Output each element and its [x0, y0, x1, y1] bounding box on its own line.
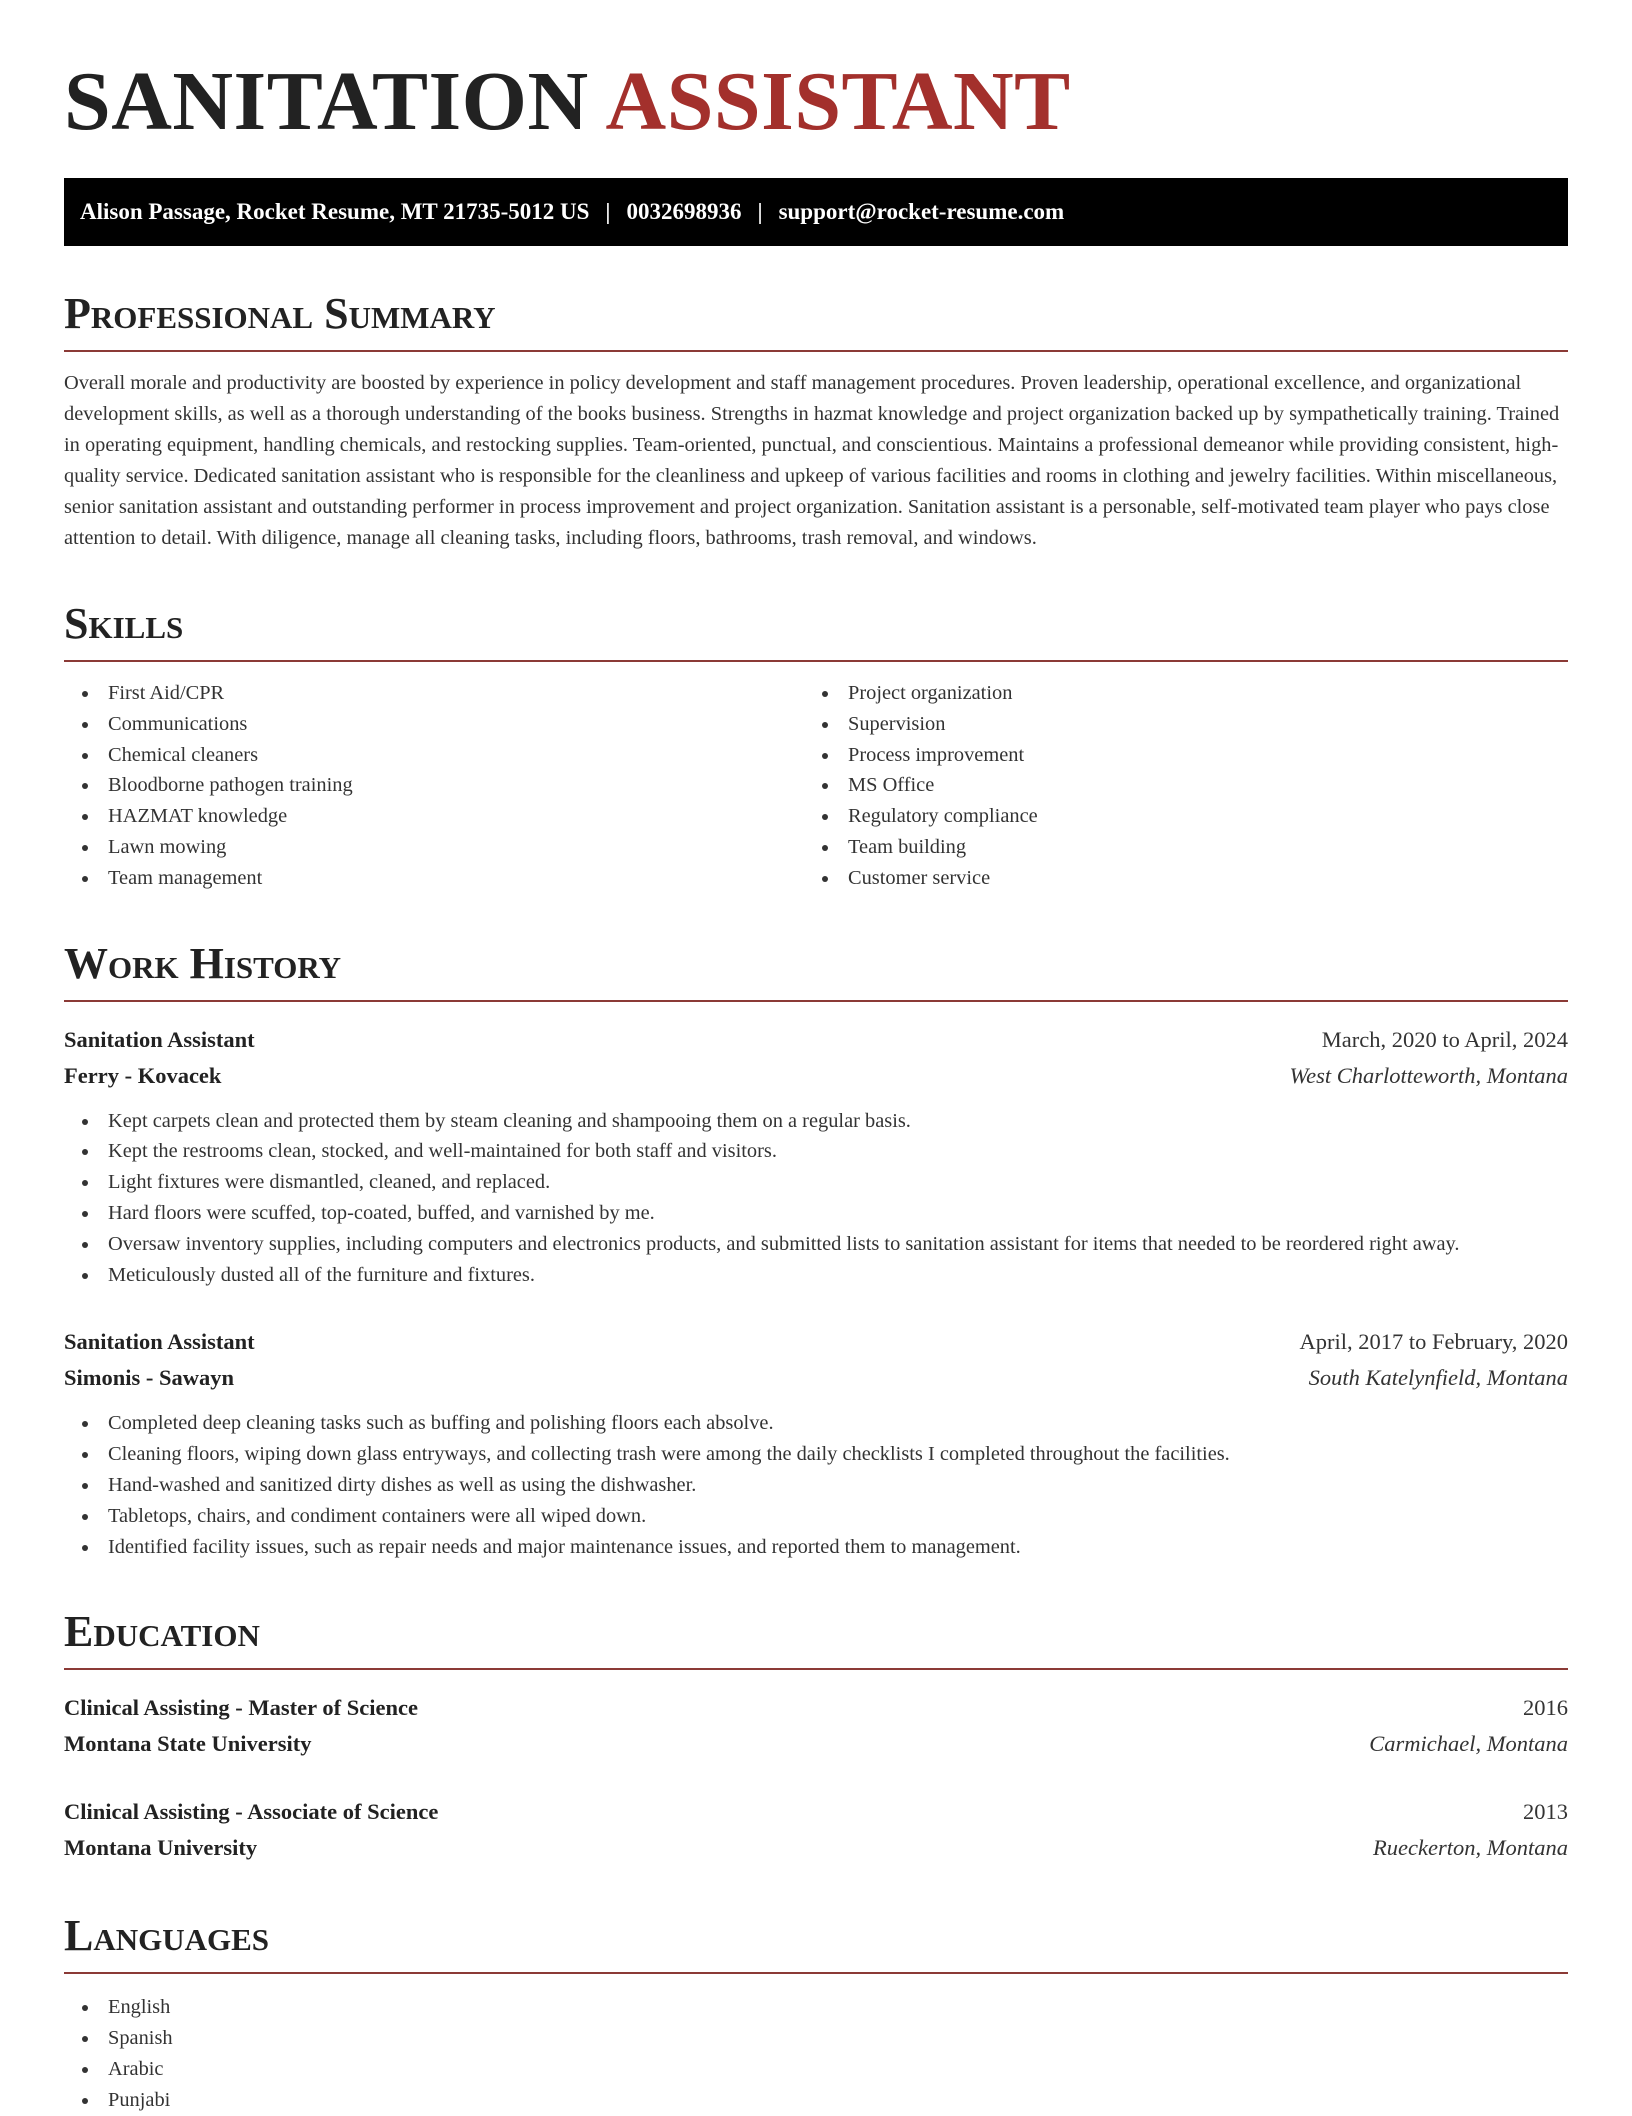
education-location: Rueckerton, Montana: [1373, 1835, 1568, 1861]
job-location: South Katelynfield, Montana: [1308, 1365, 1568, 1391]
title-first-word: SANITATION: [64, 55, 589, 148]
job-title: Sanitation Assistant: [64, 1026, 255, 1052]
skills-column-right: [804, 678, 1544, 894]
job-bullet: Oversaw inventory supplies, including computers and electronics products, and submitted lists to sanitation assistant for items that needed to be reordered right away.: [64, 1229, 1568, 1260]
job-bullet: Meticulously dusted all of the furniture and fixtures.: [64, 1260, 1568, 1291]
job-bullet: Light fixtures were dismantled, cleaned, and replaced.: [64, 1167, 1568, 1198]
education-school: Montana State University: [64, 1731, 312, 1757]
education-entry: [64, 1690, 1568, 1762]
job-header-row: [64, 1324, 1568, 1360]
job-bullet: Hard floors were scuffed, top-coated, buffed, and varnished by me.: [64, 1198, 1568, 1229]
education-list: [64, 1690, 1568, 1866]
skill-item: Project organization: [804, 678, 1544, 709]
job-entry: [64, 1324, 1568, 1562]
resume-title: [64, 52, 1568, 152]
skill-item: Bloodborne pathogen training: [64, 770, 804, 801]
skill-item: MS Office: [804, 770, 1544, 801]
skill-item: Communications: [64, 709, 804, 740]
education-degree: Clinical Assisting - Associate of Science: [64, 1799, 439, 1825]
skill-item: Team management: [64, 863, 804, 894]
contact-separator: |: [757, 199, 763, 224]
job-bullet: Kept carpets clean and protected them by steam cleaning and shampooing them on a regular basis.: [64, 1106, 1568, 1137]
language-item: Punjabi: [64, 2085, 1568, 2116]
education-degree: Clinical Assisting - Master of Science: [64, 1695, 418, 1721]
job-bullet: Tabletops, chairs, and condiment containers were all wiped down.: [64, 1501, 1568, 1532]
language-item: Spanish: [64, 2023, 1568, 2054]
skill-item: Lawn mowing: [64, 832, 804, 863]
summary-heading: Professional Summary: [64, 290, 1568, 352]
contact-separator: |: [605, 199, 611, 224]
job-company-row: [64, 1058, 1568, 1094]
skill-item: Supervision: [804, 709, 1544, 740]
education-year: 2013: [1523, 1799, 1568, 1825]
education-location: Carmichael, Montana: [1369, 1731, 1568, 1757]
job-bullet: Cleaning floors, wiping down glass entryways, and collecting trash were among the daily checklists I completed throughout the facilities.: [64, 1439, 1568, 1470]
job-bullet: Kept the restrooms clean, stocked, and well-maintained for both staff and visitors.: [64, 1136, 1568, 1167]
job-bullets: [64, 1106, 1568, 1291]
skill-item: HAZMAT knowledge: [64, 801, 804, 832]
education-school-row: [64, 1830, 1568, 1866]
skills-heading: Skills: [64, 600, 1568, 662]
skill-item: Regulatory compliance: [804, 801, 1544, 832]
job-dates: March, 2020 to April, 2024: [1321, 1026, 1568, 1052]
education-school-row: [64, 1726, 1568, 1762]
work-history-heading: Work History: [64, 940, 1568, 1002]
job-entry: [64, 1022, 1568, 1291]
summary-text: Overall morale and productivity are boosted by experience in policy development and staff management procedures. Proven leadership, operational excellence, and organizational development skills, as well as a thorough understanding of the books business. Strengths in hazmat knowledge and project organization backed up by sympathetically training. Trained in operating equipment, handling chemicals, and restocking supplies. Team-oriented, punctual, and conscientious. Maintains a professional demeanor while providing consistent, high-quality service. Dedicated sanitation assistant who is responsible for the cleanliness and upkeep of various facilities and rooms in clothing and jewelry facilities. Within miscellaneous, senior sanitation assistant and outstanding performer in process improvement and project organization. Sanitation assistant is a personable, self-motivated team player who pays close attention to detail. With diligence, manage all cleaning tasks, including floors, bathrooms, trash removal, and windows.: [64, 372, 1560, 549]
skills-list: [64, 678, 1568, 894]
skill-item: Process improvement: [804, 740, 1544, 771]
contact-phone: 0032698936: [626, 199, 742, 224]
languages-list: [64, 1992, 1568, 2115]
education-degree-row: [64, 1794, 1568, 1830]
job-bullet: Completed deep cleaning tasks such as buffing and polishing floors each absolve.: [64, 1408, 1568, 1439]
job-company: Ferry - Kovacek: [64, 1062, 222, 1088]
education-degree-row: [64, 1690, 1568, 1726]
languages-heading: Languages: [64, 1912, 1568, 1974]
education-heading: Education: [64, 1608, 1568, 1670]
contact-email: support@rocket-resume.com: [778, 199, 1065, 224]
job-bullet: Hand-washed and sanitized dirty dishes as well as using the dishwasher.: [64, 1470, 1568, 1501]
language-item: Arabic: [64, 2054, 1568, 2085]
contact-address: Alison Passage, Rocket Resume, MT 21735-5012 US: [80, 199, 590, 224]
education-year: 2016: [1523, 1695, 1568, 1721]
job-bullets: [64, 1408, 1568, 1562]
skill-item: Customer service: [804, 863, 1544, 894]
skills-column-left: [64, 678, 804, 894]
contact-bar: [64, 178, 1568, 246]
skill-item: Chemical cleaners: [64, 740, 804, 771]
education-school: Montana University: [64, 1835, 258, 1861]
job-company: Simonis - Sawayn: [64, 1365, 235, 1391]
title-second-word: ASSISTANT: [605, 55, 1071, 148]
skill-item: Team building: [804, 832, 1544, 863]
job-location: West Charlotteworth, Montana: [1289, 1062, 1568, 1088]
job-bullet: Identified facility issues, such as repair needs and major maintenance issues, and reported them to management.: [64, 1532, 1568, 1563]
language-item: English: [64, 1992, 1568, 2023]
education-entry: [64, 1794, 1568, 1866]
skill-item: First Aid/CPR: [64, 678, 804, 709]
job-title: Sanitation Assistant: [64, 1329, 255, 1355]
job-header-row: [64, 1022, 1568, 1058]
job-company-row: [64, 1360, 1568, 1396]
job-dates: April, 2017 to February, 2020: [1299, 1329, 1568, 1355]
